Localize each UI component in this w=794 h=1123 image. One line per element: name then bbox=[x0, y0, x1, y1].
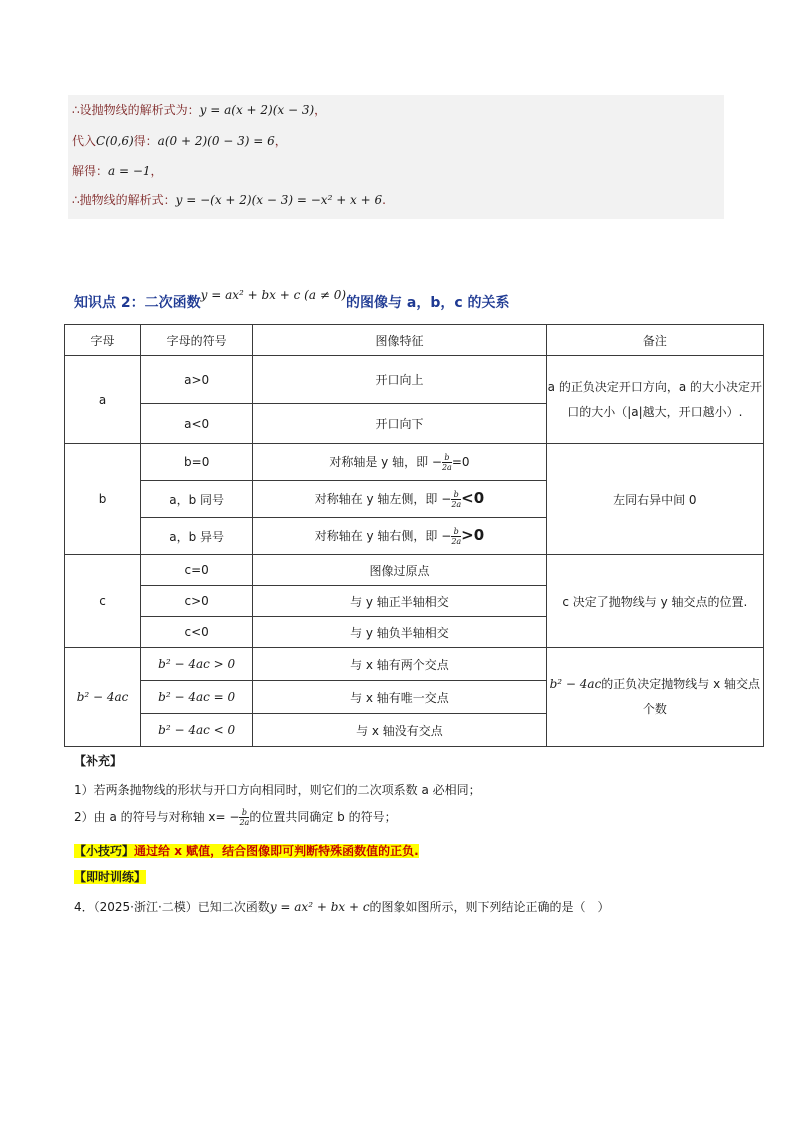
fraction: $\frac{b}{2a}$ bbox=[239, 808, 250, 827]
table-row bbox=[65, 356, 764, 404]
table-header-row bbox=[65, 325, 764, 356]
sign-cell: b² − 4ac > 0 bbox=[141, 648, 253, 681]
note-a: a 的正负决定开口方向，a 的大小决定开口的大小（|a|越大，开口越小）. bbox=[546, 356, 763, 444]
note-c: c 决定了抛物线与 y 轴交点的位置. bbox=[546, 555, 763, 648]
feature-cell: 开口向上 bbox=[253, 356, 546, 404]
sign-cell: c<0 bbox=[141, 617, 253, 648]
sign-cell: b=0 bbox=[141, 444, 253, 481]
solution-line-1: ∴设抛物线的解析式为：y = a(x + 2)(x − 3)， bbox=[72, 103, 327, 117]
solution-block bbox=[68, 95, 724, 219]
feature-cell: 与 y 轴正半轴相交 bbox=[253, 586, 546, 617]
sign-cell: a，b 异号 bbox=[141, 518, 253, 555]
sign-cell: b² − 4ac = 0 bbox=[141, 681, 253, 714]
header-sign: 字母的符号 bbox=[141, 325, 253, 356]
sign-cell: a>0 bbox=[141, 356, 253, 404]
feature-cell: 对称轴在 y 轴左侧，即 − $\frac{b}{2a}$ <0 bbox=[253, 481, 546, 518]
sign-cell: c>0 bbox=[141, 586, 253, 617]
supplement-title: 【补充】 bbox=[74, 754, 123, 768]
solution-line-3: 解得：a = −1， bbox=[72, 164, 163, 178]
training-line bbox=[74, 868, 146, 885]
feature-cell: 对称轴在 y 轴右侧，即 − $\frac{b}{2a}$ >0 bbox=[253, 518, 546, 555]
sign-cell: b² − 4ac < 0 bbox=[141, 714, 253, 747]
tip-line bbox=[74, 842, 419, 859]
tip-tag: 【小技巧】 bbox=[74, 844, 135, 858]
feature-cell: 与 x 轴有两个交点 bbox=[253, 648, 546, 681]
sign-cell: a，b 同号 bbox=[141, 481, 253, 518]
header-feature: 图像特征 bbox=[253, 325, 546, 356]
feature-cell: 开口向下 bbox=[253, 404, 546, 444]
sign-cell: a<0 bbox=[141, 404, 253, 444]
supplement-item-2: 2）由 a 的符号与对称轴 x= − $\frac{b}{2a}$ 的位置共同确定 b 的符号； bbox=[74, 808, 397, 827]
note-b: 左同右异中间 0 bbox=[546, 444, 763, 555]
fraction: $\frac{b}{2a}$ bbox=[441, 452, 452, 472]
letter-c: c bbox=[65, 555, 141, 648]
training-tag: 【即时训练】 bbox=[74, 870, 147, 884]
tip-text: 通过给 x 赋值，结合图像即可判断特殊函数值的正负. bbox=[134, 844, 419, 858]
table-row bbox=[65, 444, 764, 481]
note-discriminant: b² − 4ac的正负决定抛物线与 x 轴交点个数 bbox=[546, 648, 763, 747]
question-4: 4．（2025·浙江·二模）已知二次函数y = ax² + bx + c的图象如图所示，则下列结论正确的是（ ） bbox=[74, 900, 610, 914]
supplement-item-1: 1）若两条抛物线的形状与开口方向相同时，则它们的二次项系数 a 必相同； bbox=[74, 783, 481, 797]
heading-formula: y = ax² + bx + c (a ≠ 0) bbox=[200, 288, 347, 302]
sign-cell: c=0 bbox=[141, 555, 253, 586]
solution-line-2: 代入C(0,6)得：a(0 + 2)(0 − 3) = 6， bbox=[72, 134, 287, 148]
letter-a: a bbox=[65, 356, 141, 444]
relation-table bbox=[64, 324, 764, 747]
table-row bbox=[65, 648, 764, 681]
header-letter: 字母 bbox=[65, 325, 141, 356]
feature-cell: 图像过原点 bbox=[253, 555, 546, 586]
knowledge-point-heading: 知识点 2：二次函数y = ax² + bx + c (a ≠ 0)的图像与 a，b，c 的关系 bbox=[74, 288, 510, 311]
feature-cell: 与 x 轴没有交点 bbox=[253, 714, 546, 747]
header-note: 备注 bbox=[546, 325, 763, 356]
feature-cell: 对称轴是 y 轴，即 − $\frac{b}{2a}$ =0 bbox=[253, 444, 546, 481]
feature-cell: 与 y 轴负半轴相交 bbox=[253, 617, 546, 648]
feature-cell: 与 x 轴有唯一交点 bbox=[253, 681, 546, 714]
solution-line-4: ∴抛物线的解析式：y = −(x + 2)(x − 3) = −x² + x + 6. bbox=[72, 193, 386, 207]
fraction: $\frac{b}{2a}$ bbox=[451, 490, 462, 509]
letter-discriminant: b² − 4ac bbox=[65, 648, 141, 747]
table-row bbox=[65, 555, 764, 586]
letter-b: b bbox=[65, 444, 141, 555]
fraction: $\frac{b}{2a}$ bbox=[451, 527, 462, 546]
